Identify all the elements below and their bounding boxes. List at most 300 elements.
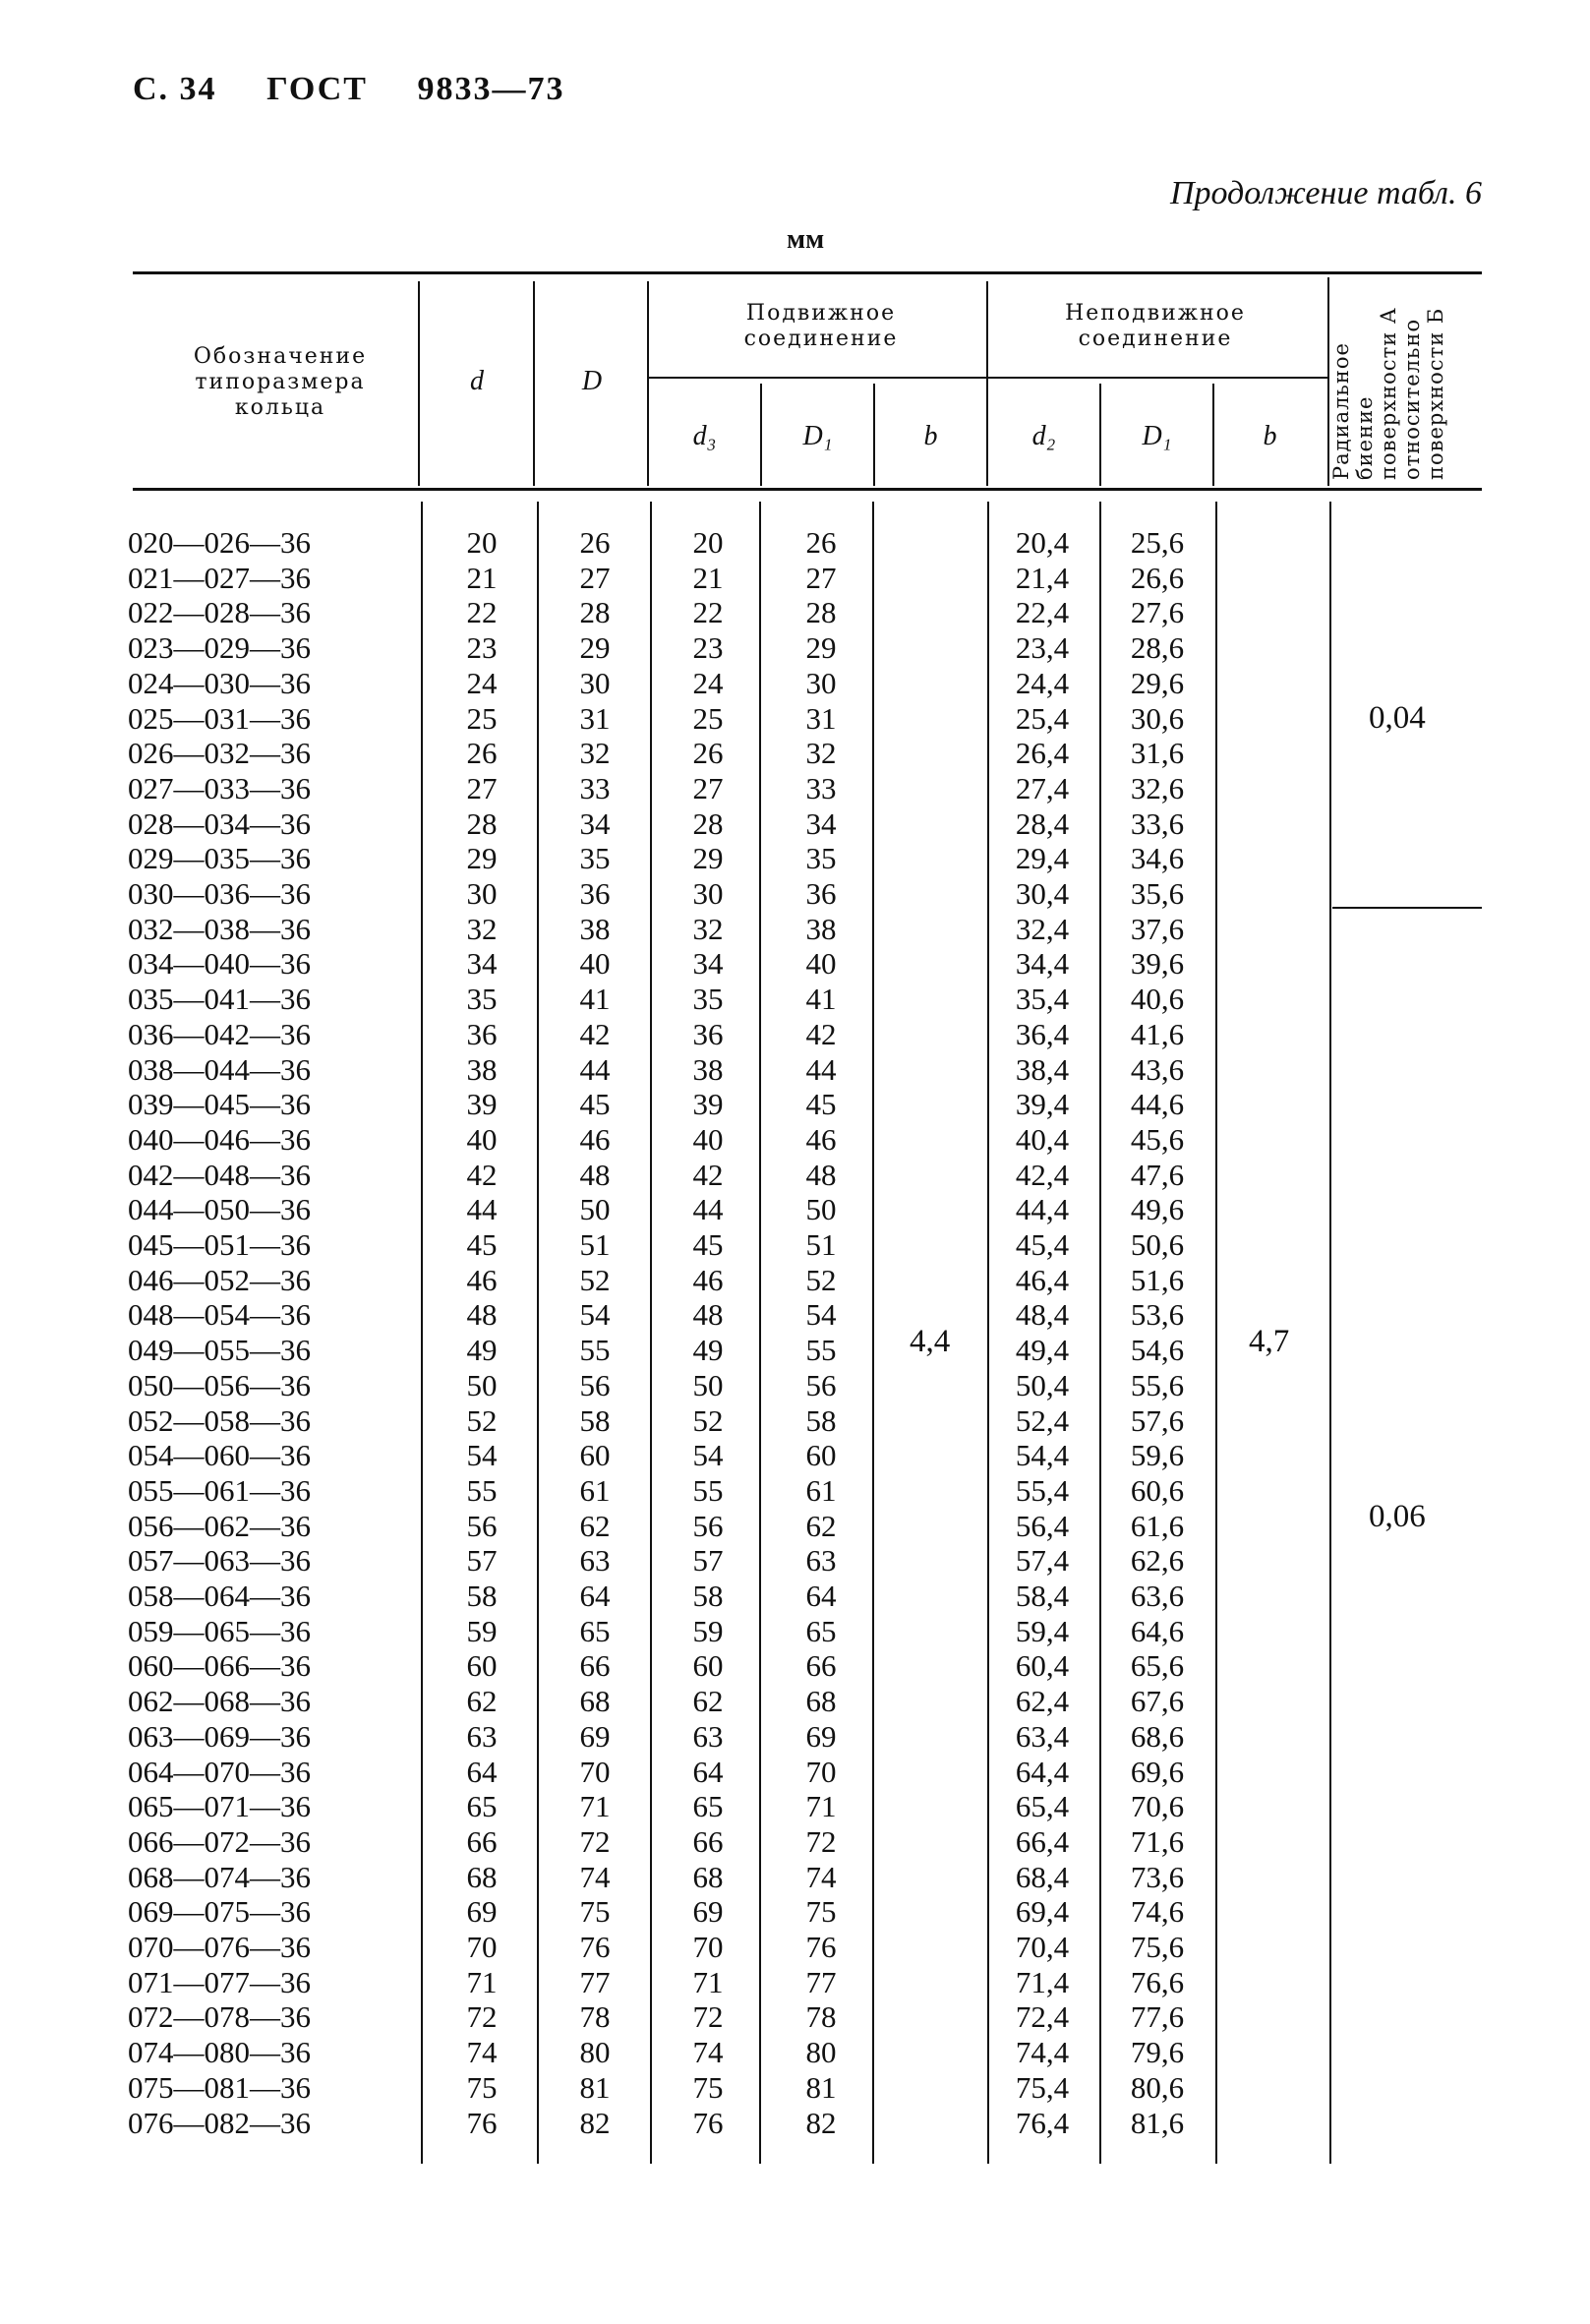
cell-d3: 36 xyxy=(692,1016,724,1051)
cell-D1-fixed: 41,6 xyxy=(1130,1016,1185,1051)
cell-d2: 25,4 xyxy=(1015,700,1070,736)
cell-d: 46 xyxy=(466,1262,498,1297)
cell-designation: 069—075—36 xyxy=(128,1894,311,1930)
cell-d: 39 xyxy=(466,1087,498,1122)
table-row xyxy=(128,770,1185,806)
cell-designation: 026—032—36 xyxy=(128,736,311,771)
cell-d3: 58 xyxy=(692,1579,724,1613)
cell-designation: 076—082—36 xyxy=(128,2105,311,2140)
cell-D1-movable: 44 xyxy=(805,1051,837,1087)
cell-d: 24 xyxy=(466,665,498,700)
table-row xyxy=(128,1964,1185,2000)
cell-D1-fixed: 79,6 xyxy=(1130,2035,1185,2070)
col-divider-2-header xyxy=(533,281,535,486)
cell-D1-fixed: 37,6 xyxy=(1130,911,1185,946)
cell-d2: 54,4 xyxy=(1015,1438,1070,1473)
cell-D1-movable: 33 xyxy=(805,770,837,805)
cell-d2: 30,4 xyxy=(1015,876,1070,911)
cell-d3: 55 xyxy=(692,1472,724,1508)
cell-D1-fixed: 74,6 xyxy=(1130,1894,1185,1930)
table-row xyxy=(128,2035,1185,2070)
header-d3: d₃ xyxy=(692,421,717,451)
cell-d3: 26 xyxy=(692,736,724,771)
table-row xyxy=(128,911,1185,947)
cell-D: 28 xyxy=(579,595,611,630)
header-runout xyxy=(1329,273,1487,480)
cell-d3: 24 xyxy=(692,665,724,700)
cell-d2: 29,4 xyxy=(1015,841,1070,876)
cell-d3: 45 xyxy=(692,1227,724,1262)
cell-d2: 23,4 xyxy=(1015,630,1070,666)
cell-d: 20 xyxy=(466,525,498,560)
cell-D1-fixed: 45,6 xyxy=(1130,1121,1185,1157)
cell-D1-fixed: 81,6 xyxy=(1130,2105,1185,2140)
cell-designation: 049—055—36 xyxy=(128,1333,311,1368)
cell-designation: 024—030—36 xyxy=(128,665,311,700)
cell-designation: 057—063—36 xyxy=(128,1543,311,1579)
cell-D1-fixed: 47,6 xyxy=(1130,1157,1185,1192)
cell-designation: 075—081—36 xyxy=(128,2069,311,2105)
cell-D: 48 xyxy=(579,1157,611,1192)
cell-D1-movable: 26 xyxy=(805,525,837,560)
cell-designation: 042—048—36 xyxy=(128,1157,311,1192)
cell-D1-fixed: 51,6 xyxy=(1130,1262,1185,1297)
cell-designation: 064—070—36 xyxy=(128,1754,311,1789)
cell-designation: 072—078—36 xyxy=(128,1999,311,2035)
cell-D1-movable: 50 xyxy=(805,1192,837,1227)
table-row xyxy=(128,1438,1185,1473)
cell-D1-movable: 52 xyxy=(805,1262,837,1297)
cell-designation: 055—061—36 xyxy=(128,1472,311,1508)
cell-D1-movable: 42 xyxy=(805,1016,837,1051)
cell-d: 30 xyxy=(466,876,498,911)
cell-D1-fixed: 43,6 xyxy=(1130,1051,1185,1087)
cell-d: 26 xyxy=(466,736,498,771)
header-movable-connection: Подвижное соединение xyxy=(743,301,899,351)
runout-value-2: 0,06 xyxy=(1369,1499,1426,1534)
runout-value-1: 0,04 xyxy=(1369,700,1426,736)
cell-d: 68 xyxy=(466,1859,498,1894)
cell-designation: 040—046—36 xyxy=(128,1121,311,1157)
cell-d2: 62,4 xyxy=(1015,1684,1070,1719)
cell-d3: 75 xyxy=(692,2069,724,2105)
table-continuation-note: Продолжение табл. 6 xyxy=(1169,175,1482,211)
cell-d2: 32,4 xyxy=(1015,911,1070,946)
table-row xyxy=(128,700,1185,737)
table-row xyxy=(128,805,1185,842)
cell-D1-movable: 69 xyxy=(805,1718,837,1754)
movable-b-value: 4,4 xyxy=(910,1324,951,1359)
cell-D: 54 xyxy=(579,1297,611,1333)
header-d2: d₂ xyxy=(1031,421,1056,451)
cell-d: 65 xyxy=(466,1789,498,1824)
cell-D1-movable: 74 xyxy=(805,1859,837,1894)
cell-designation: 025—031—36 xyxy=(128,700,311,736)
cell-designation: 029—035—36 xyxy=(128,841,311,876)
cell-D: 51 xyxy=(579,1227,611,1262)
cell-D1-fixed: 35,6 xyxy=(1130,876,1185,911)
table-row xyxy=(128,1192,1185,1227)
cell-D1-movable: 71 xyxy=(805,1789,837,1824)
table-row xyxy=(128,1999,1185,2035)
cell-D: 44 xyxy=(579,1051,611,1087)
table-row xyxy=(128,1823,1185,1860)
cell-D: 78 xyxy=(579,1999,611,2035)
cell-D: 80 xyxy=(579,2035,611,2070)
cell-D: 62 xyxy=(579,1508,611,1543)
table-row xyxy=(128,665,1185,701)
table-row xyxy=(128,1718,1185,1755)
table-row xyxy=(128,1754,1185,1790)
cell-D: 65 xyxy=(579,1613,611,1648)
cell-D1-movable: 75 xyxy=(805,1894,837,1930)
table-row xyxy=(128,1613,1185,1649)
col-divider-9 xyxy=(1329,502,1331,2164)
cell-D1-movable: 31 xyxy=(805,700,837,736)
table-row xyxy=(128,736,1185,771)
cell-D1-fixed: 63,6 xyxy=(1130,1579,1185,1613)
cell-designation: 050—056—36 xyxy=(128,1367,311,1402)
cell-d3: 32 xyxy=(692,911,724,946)
cell-D1-fixed: 60,6 xyxy=(1130,1472,1185,1508)
cell-D1-movable: 27 xyxy=(805,560,837,595)
cell-D1-movable: 77 xyxy=(805,1964,837,1999)
cell-D1-movable: 68 xyxy=(805,1684,837,1719)
cell-D: 64 xyxy=(579,1579,611,1613)
cell-d2: 65,4 xyxy=(1015,1789,1070,1824)
cell-D1-fixed: 33,6 xyxy=(1130,805,1185,841)
unit-label: мм xyxy=(787,224,825,255)
header-D: D xyxy=(581,366,603,396)
cell-d: 54 xyxy=(466,1438,498,1473)
cell-d3: 49 xyxy=(692,1333,724,1368)
cell-d: 76 xyxy=(466,2105,498,2140)
cell-d3: 20 xyxy=(692,525,724,560)
cell-D1-movable: 65 xyxy=(805,1613,837,1648)
cell-D: 30 xyxy=(579,665,611,700)
cell-D1-movable: 36 xyxy=(805,876,837,911)
table-row xyxy=(128,1333,1185,1368)
cell-designation: 052—058—36 xyxy=(128,1402,311,1438)
cell-D: 27 xyxy=(579,560,611,595)
cell-d: 56 xyxy=(466,1508,498,1543)
cell-D1-movable: 58 xyxy=(805,1402,837,1438)
page-header xyxy=(133,71,604,108)
cell-D1-movable: 60 xyxy=(805,1438,837,1473)
cell-d2: 34,4 xyxy=(1015,946,1070,982)
cell-d: 45 xyxy=(466,1227,498,1262)
cell-D: 76 xyxy=(579,1930,611,1964)
cell-d2: 58,4 xyxy=(1015,1579,1070,1613)
table-row xyxy=(128,1684,1185,1719)
table-row xyxy=(128,1472,1185,1509)
cell-d: 25 xyxy=(466,700,498,736)
cell-designation: 027—033—36 xyxy=(128,770,311,805)
cell-d2: 68,4 xyxy=(1015,1859,1070,1894)
cell-D1-movable: 56 xyxy=(805,1367,837,1402)
cell-D1-fixed: 26,6 xyxy=(1130,560,1185,595)
cell-d: 40 xyxy=(466,1121,498,1157)
cell-D1-fixed: 32,6 xyxy=(1130,770,1185,805)
cell-d: 60 xyxy=(466,1648,498,1684)
cell-d3: 71 xyxy=(692,1964,724,1999)
cell-D1-movable: 64 xyxy=(805,1579,837,1613)
cell-d2: 59,4 xyxy=(1015,1613,1070,1648)
table-row xyxy=(128,1543,1185,1579)
cell-D1-movable: 45 xyxy=(805,1087,837,1122)
cell-d2: 48,4 xyxy=(1015,1297,1070,1333)
cell-D1-fixed: 25,6 xyxy=(1130,525,1185,560)
table-row xyxy=(128,1297,1185,1333)
cell-D: 34 xyxy=(579,805,611,841)
cell-designation: 034—040—36 xyxy=(128,946,311,982)
cell-D1-fixed: 34,6 xyxy=(1130,841,1185,876)
cell-d3: 28 xyxy=(692,805,724,841)
cell-d3: 68 xyxy=(692,1859,724,1894)
cell-D: 31 xyxy=(579,700,611,736)
cell-designation: 035—041—36 xyxy=(128,982,311,1017)
cell-D1-fixed: 29,6 xyxy=(1130,665,1185,700)
cell-D1-movable: 82 xyxy=(805,2105,837,2140)
cell-designation: 021—027—36 xyxy=(128,560,311,595)
cell-designation: 030—036—36 xyxy=(128,876,311,911)
cell-designation: 044—050—36 xyxy=(128,1192,311,1227)
cell-d3: 30 xyxy=(692,876,724,911)
cell-D1-movable: 55 xyxy=(805,1333,837,1368)
cell-D1-fixed: 50,6 xyxy=(1130,1227,1185,1262)
cell-D: 60 xyxy=(579,1438,611,1473)
cell-d2: 52,4 xyxy=(1015,1402,1070,1438)
cell-D1-movable: 63 xyxy=(805,1543,837,1579)
cell-D1-fixed: 77,6 xyxy=(1130,1999,1185,2035)
cell-D1-fixed: 54,6 xyxy=(1130,1333,1185,1368)
table-row xyxy=(128,946,1185,982)
cell-d2: 42,4 xyxy=(1015,1157,1070,1192)
table-row xyxy=(128,1016,1185,1052)
cell-d2: 69,4 xyxy=(1015,1894,1070,1930)
cell-d: 72 xyxy=(466,1999,498,2035)
cell-D: 33 xyxy=(579,770,611,805)
table-row xyxy=(128,1051,1185,1088)
cell-D1-movable: 30 xyxy=(805,665,837,700)
cell-designation: 056—062—36 xyxy=(128,1508,311,1543)
cell-d3: 56 xyxy=(692,1508,724,1543)
header-D1-movable: D₁ xyxy=(802,421,833,451)
cell-D: 45 xyxy=(579,1087,611,1122)
cell-d3: 50 xyxy=(692,1367,724,1402)
cell-d: 44 xyxy=(466,1192,498,1227)
cell-d3: 57 xyxy=(692,1543,724,1579)
cell-d3: 21 xyxy=(692,560,724,595)
cell-d3: 48 xyxy=(692,1297,724,1333)
table-row xyxy=(128,1367,1185,1403)
table-row xyxy=(128,876,1185,912)
cell-D1-fixed: 80,6 xyxy=(1130,2069,1185,2105)
cell-d: 21 xyxy=(466,560,498,595)
cell-D1-movable: 78 xyxy=(805,1999,837,2035)
cell-D1-fixed: 70,6 xyxy=(1130,1789,1185,1824)
cell-d: 49 xyxy=(466,1333,498,1368)
cell-D1-movable: 70 xyxy=(805,1754,837,1789)
cell-designation: 022—028—36 xyxy=(128,595,311,630)
cell-d: 59 xyxy=(466,1613,498,1648)
cell-d2: 20,4 xyxy=(1015,525,1070,560)
table-row xyxy=(128,2105,1185,2141)
cell-d: 52 xyxy=(466,1402,498,1438)
cell-d3: 35 xyxy=(692,982,724,1017)
header-fixed-connection: Неподвижное соединение xyxy=(1065,301,1246,351)
cell-D1-fixed: 76,6 xyxy=(1130,1964,1185,1999)
table-row xyxy=(128,1789,1185,1824)
cell-d3: 72 xyxy=(692,1999,724,2035)
cell-d2: 50,4 xyxy=(1015,1367,1070,1402)
cell-d: 71 xyxy=(466,1964,498,1999)
cell-D1-movable: 41 xyxy=(805,982,837,1017)
cell-D1-fixed: 31,6 xyxy=(1130,736,1185,771)
cell-D1-fixed: 64,6 xyxy=(1130,1613,1185,1648)
cell-d3: 44 xyxy=(692,1192,724,1227)
cell-D: 63 xyxy=(579,1543,611,1579)
cell-D1-fixed: 62,6 xyxy=(1130,1543,1185,1579)
standard-number: 9833—73 xyxy=(417,71,565,107)
table-row xyxy=(128,630,1185,666)
cell-d3: 38 xyxy=(692,1051,724,1087)
cell-designation: 020—026—36 xyxy=(128,525,311,560)
cell-d3: 69 xyxy=(692,1894,724,1930)
cell-d: 29 xyxy=(466,841,498,876)
cell-D: 36 xyxy=(579,876,611,911)
cell-D: 32 xyxy=(579,736,611,771)
table-row xyxy=(128,1087,1185,1122)
table-row xyxy=(128,1508,1185,1544)
cell-d2: 39,4 xyxy=(1015,1087,1070,1122)
cell-d3: 76 xyxy=(692,2105,724,2140)
cell-d: 32 xyxy=(466,911,498,946)
cell-D: 52 xyxy=(579,1262,611,1297)
cell-d: 28 xyxy=(466,805,498,841)
cell-d: 58 xyxy=(466,1579,498,1613)
cell-D1-fixed: 55,6 xyxy=(1130,1367,1185,1402)
cell-d: 23 xyxy=(466,630,498,666)
cell-d3: 42 xyxy=(692,1157,724,1192)
cell-d: 69 xyxy=(466,1894,498,1930)
cell-d: 74 xyxy=(466,2035,498,2070)
cell-D1-fixed: 30,6 xyxy=(1130,700,1185,736)
header-D1-fixed: D₁ xyxy=(1142,421,1172,451)
cell-D: 38 xyxy=(579,911,611,946)
cell-d2: 56,4 xyxy=(1015,1508,1070,1543)
cell-d2: 70,4 xyxy=(1015,1930,1070,1964)
cell-d3: 52 xyxy=(692,1402,724,1438)
cell-d3: 25 xyxy=(692,700,724,736)
table-row xyxy=(128,560,1185,596)
cell-d2: 40,4 xyxy=(1015,1121,1070,1157)
cell-designation: 065—071—36 xyxy=(128,1789,311,1824)
col-divider-8 xyxy=(1215,502,1217,2164)
table-row xyxy=(128,1227,1185,1263)
cell-D: 50 xyxy=(579,1192,611,1227)
cell-designation: 058—064—36 xyxy=(128,1579,311,1613)
cell-d3: 40 xyxy=(692,1121,724,1157)
header-b-fixed: b xyxy=(1263,421,1277,451)
cell-d2: 36,4 xyxy=(1015,1016,1070,1051)
cell-d2: 21,4 xyxy=(1015,560,1070,595)
cell-designation: 066—072—36 xyxy=(128,1823,311,1859)
cell-D: 42 xyxy=(579,1016,611,1051)
cell-D1-fixed: 28,6 xyxy=(1130,630,1185,666)
cell-d3: 66 xyxy=(692,1823,724,1859)
cell-d: 62 xyxy=(466,1684,498,1719)
cell-designation: 059—065—36 xyxy=(128,1613,311,1648)
cell-d3: 64 xyxy=(692,1754,724,1789)
cell-designation: 048—054—36 xyxy=(128,1297,311,1333)
cell-d3: 39 xyxy=(692,1087,724,1122)
cell-d: 42 xyxy=(466,1157,498,1192)
cell-d: 38 xyxy=(466,1051,498,1087)
cell-D1-movable: 80 xyxy=(805,2035,837,2070)
cell-d: 36 xyxy=(466,1016,498,1051)
cell-D: 70 xyxy=(579,1754,611,1789)
cell-designation: 032—038—36 xyxy=(128,911,311,946)
cell-D: 55 xyxy=(579,1333,611,1368)
cell-d3: 46 xyxy=(692,1262,724,1297)
cell-d2: 28,4 xyxy=(1015,805,1070,841)
cell-d3: 70 xyxy=(692,1930,724,1964)
cell-D1-fixed: 67,6 xyxy=(1130,1684,1185,1719)
cell-d3: 74 xyxy=(692,2035,724,2070)
cell-d3: 60 xyxy=(692,1648,724,1684)
cell-D1-movable: 35 xyxy=(805,841,837,876)
cell-d: 27 xyxy=(466,770,498,805)
cell-d2: 75,4 xyxy=(1015,2069,1070,2105)
cell-d: 70 xyxy=(466,1930,498,1964)
table-row xyxy=(128,1930,1185,1965)
cell-designation: 028—034—36 xyxy=(128,805,311,841)
cell-D: 74 xyxy=(579,1859,611,1894)
cell-d3: 54 xyxy=(692,1438,724,1473)
cell-d: 75 xyxy=(466,2069,498,2105)
table-row xyxy=(128,1157,1185,1193)
table-row xyxy=(128,982,1185,1017)
cell-d: 63 xyxy=(466,1718,498,1754)
table-row xyxy=(128,1262,1185,1298)
cell-d: 35 xyxy=(466,982,498,1017)
table-row xyxy=(128,841,1185,876)
cell-d2: 74,4 xyxy=(1015,2035,1070,2070)
cell-D1-movable: 51 xyxy=(805,1227,837,1262)
col-divider-1-header xyxy=(418,281,420,486)
cell-D1-fixed: 73,6 xyxy=(1130,1859,1185,1894)
fixed-b-value: 4,7 xyxy=(1249,1324,1290,1359)
header-b-movable: b xyxy=(923,421,938,451)
cell-designation: 062—068—36 xyxy=(128,1684,311,1719)
page-number: С. 34 xyxy=(133,71,217,107)
cell-designation: 036—042—36 xyxy=(128,1016,311,1051)
cell-D1-movable: 46 xyxy=(805,1121,837,1157)
cell-D1-movable: 72 xyxy=(805,1823,837,1859)
cell-designation: 023—029—36 xyxy=(128,630,311,666)
cell-d2: 66,4 xyxy=(1015,1823,1070,1859)
cell-D: 56 xyxy=(579,1367,611,1402)
table-row xyxy=(128,1648,1185,1684)
cell-D1-fixed: 69,6 xyxy=(1130,1754,1185,1789)
cell-d2: 24,4 xyxy=(1015,665,1070,700)
cell-d2: 38,4 xyxy=(1015,1051,1070,1087)
subheader-rule-movable xyxy=(649,377,986,379)
cell-designation: 071—077—36 xyxy=(128,1964,311,1999)
cell-designation: 060—066—36 xyxy=(128,1648,311,1684)
cell-D: 72 xyxy=(579,1823,611,1859)
